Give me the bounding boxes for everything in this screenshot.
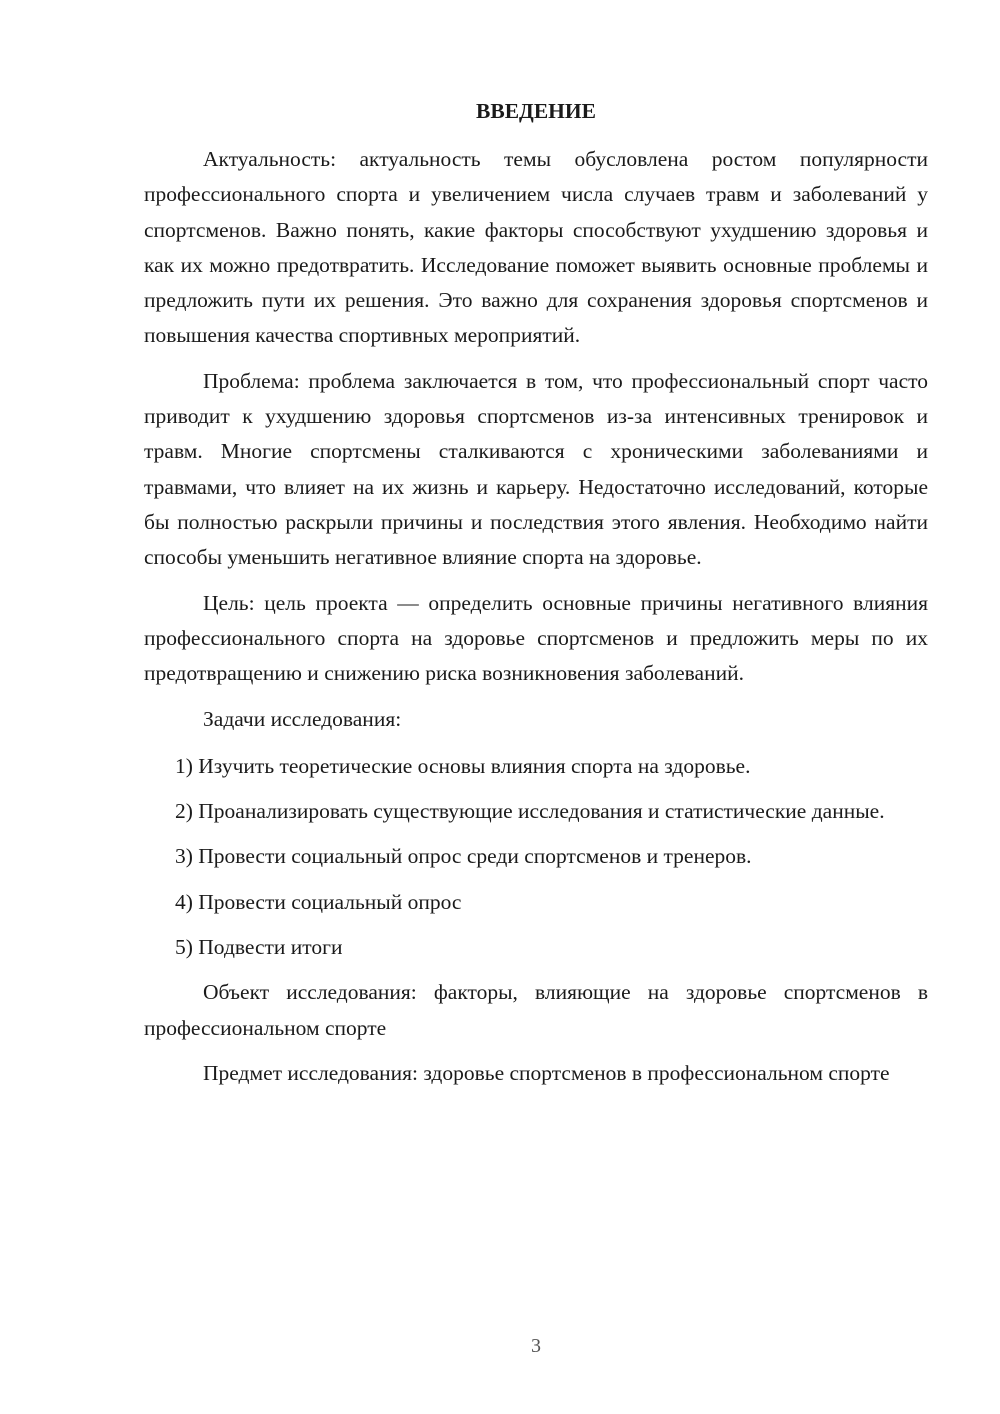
task-item-3: 3) Провести социальный опрос среди спортсменов и тренеров.: [175, 844, 752, 869]
task-item-5: 5) Подвести итоги: [175, 934, 343, 959]
page-number: 3: [531, 1335, 541, 1357]
task-item-2: 2) Проанализировать существующие исследования и статистические данные.: [175, 799, 885, 824]
page-content: [144, 94, 928, 1091]
tasks-heading: Задачи исследования:: [203, 707, 402, 732]
problem-paragraph: Проблема: проблема заключается в том, что профессиональный спорт часто приводит к ухудшению здоровья спортсменов из-за интенсивных тренировок и травм. Многие спортсмены сталкиваются с хроническими заболеваниями и травмами, что влияет на их жизнь и карьеру. Недостаточно исследований, которые бы полностью раскрыли причины и последствия этого явления. Необходимо найти способы уменьшить негативное влияние спорта на здоровье.: [144, 368, 928, 570]
research-subject-paragraph: Предмет исследования: здоровье спортсменов в профессиональном спорте: [203, 1060, 890, 1085]
section-title: ВВЕДЕНИЕ: [476, 99, 596, 123]
task-item-1: 1) Изучить теоретические основы влияния спорта на здоровье.: [175, 753, 751, 778]
goal-paragraph: Цель: цель проекта — определить основные причины негативного влияния профессионального спорта на здоровье спортсменов и предложить меры по их предотвращению и снижению риска возникновения заболеваний.: [144, 590, 928, 686]
relevance-paragraph: Актуальность: актуальность темы обусловлена ростом популярности профессионального спорта и увеличением числа случаев травм и заболеваний у спортсменов. Важно понять, какие факторы способствуют ухудшению здоровья и как их можно предотвратить. Исследование поможет выявить основные проблемы и предложить пути их решения. Это важно для сохранения здоровья спортсменов и повышения качества спортивных мероприятий.: [144, 147, 928, 348]
task-item-4: 4) Провести социальный опрос: [175, 889, 462, 914]
research-object-paragraph: Объект исследования: факторы, влияющие на здоровье спортсменов в профессиональном спорте: [144, 980, 928, 1040]
